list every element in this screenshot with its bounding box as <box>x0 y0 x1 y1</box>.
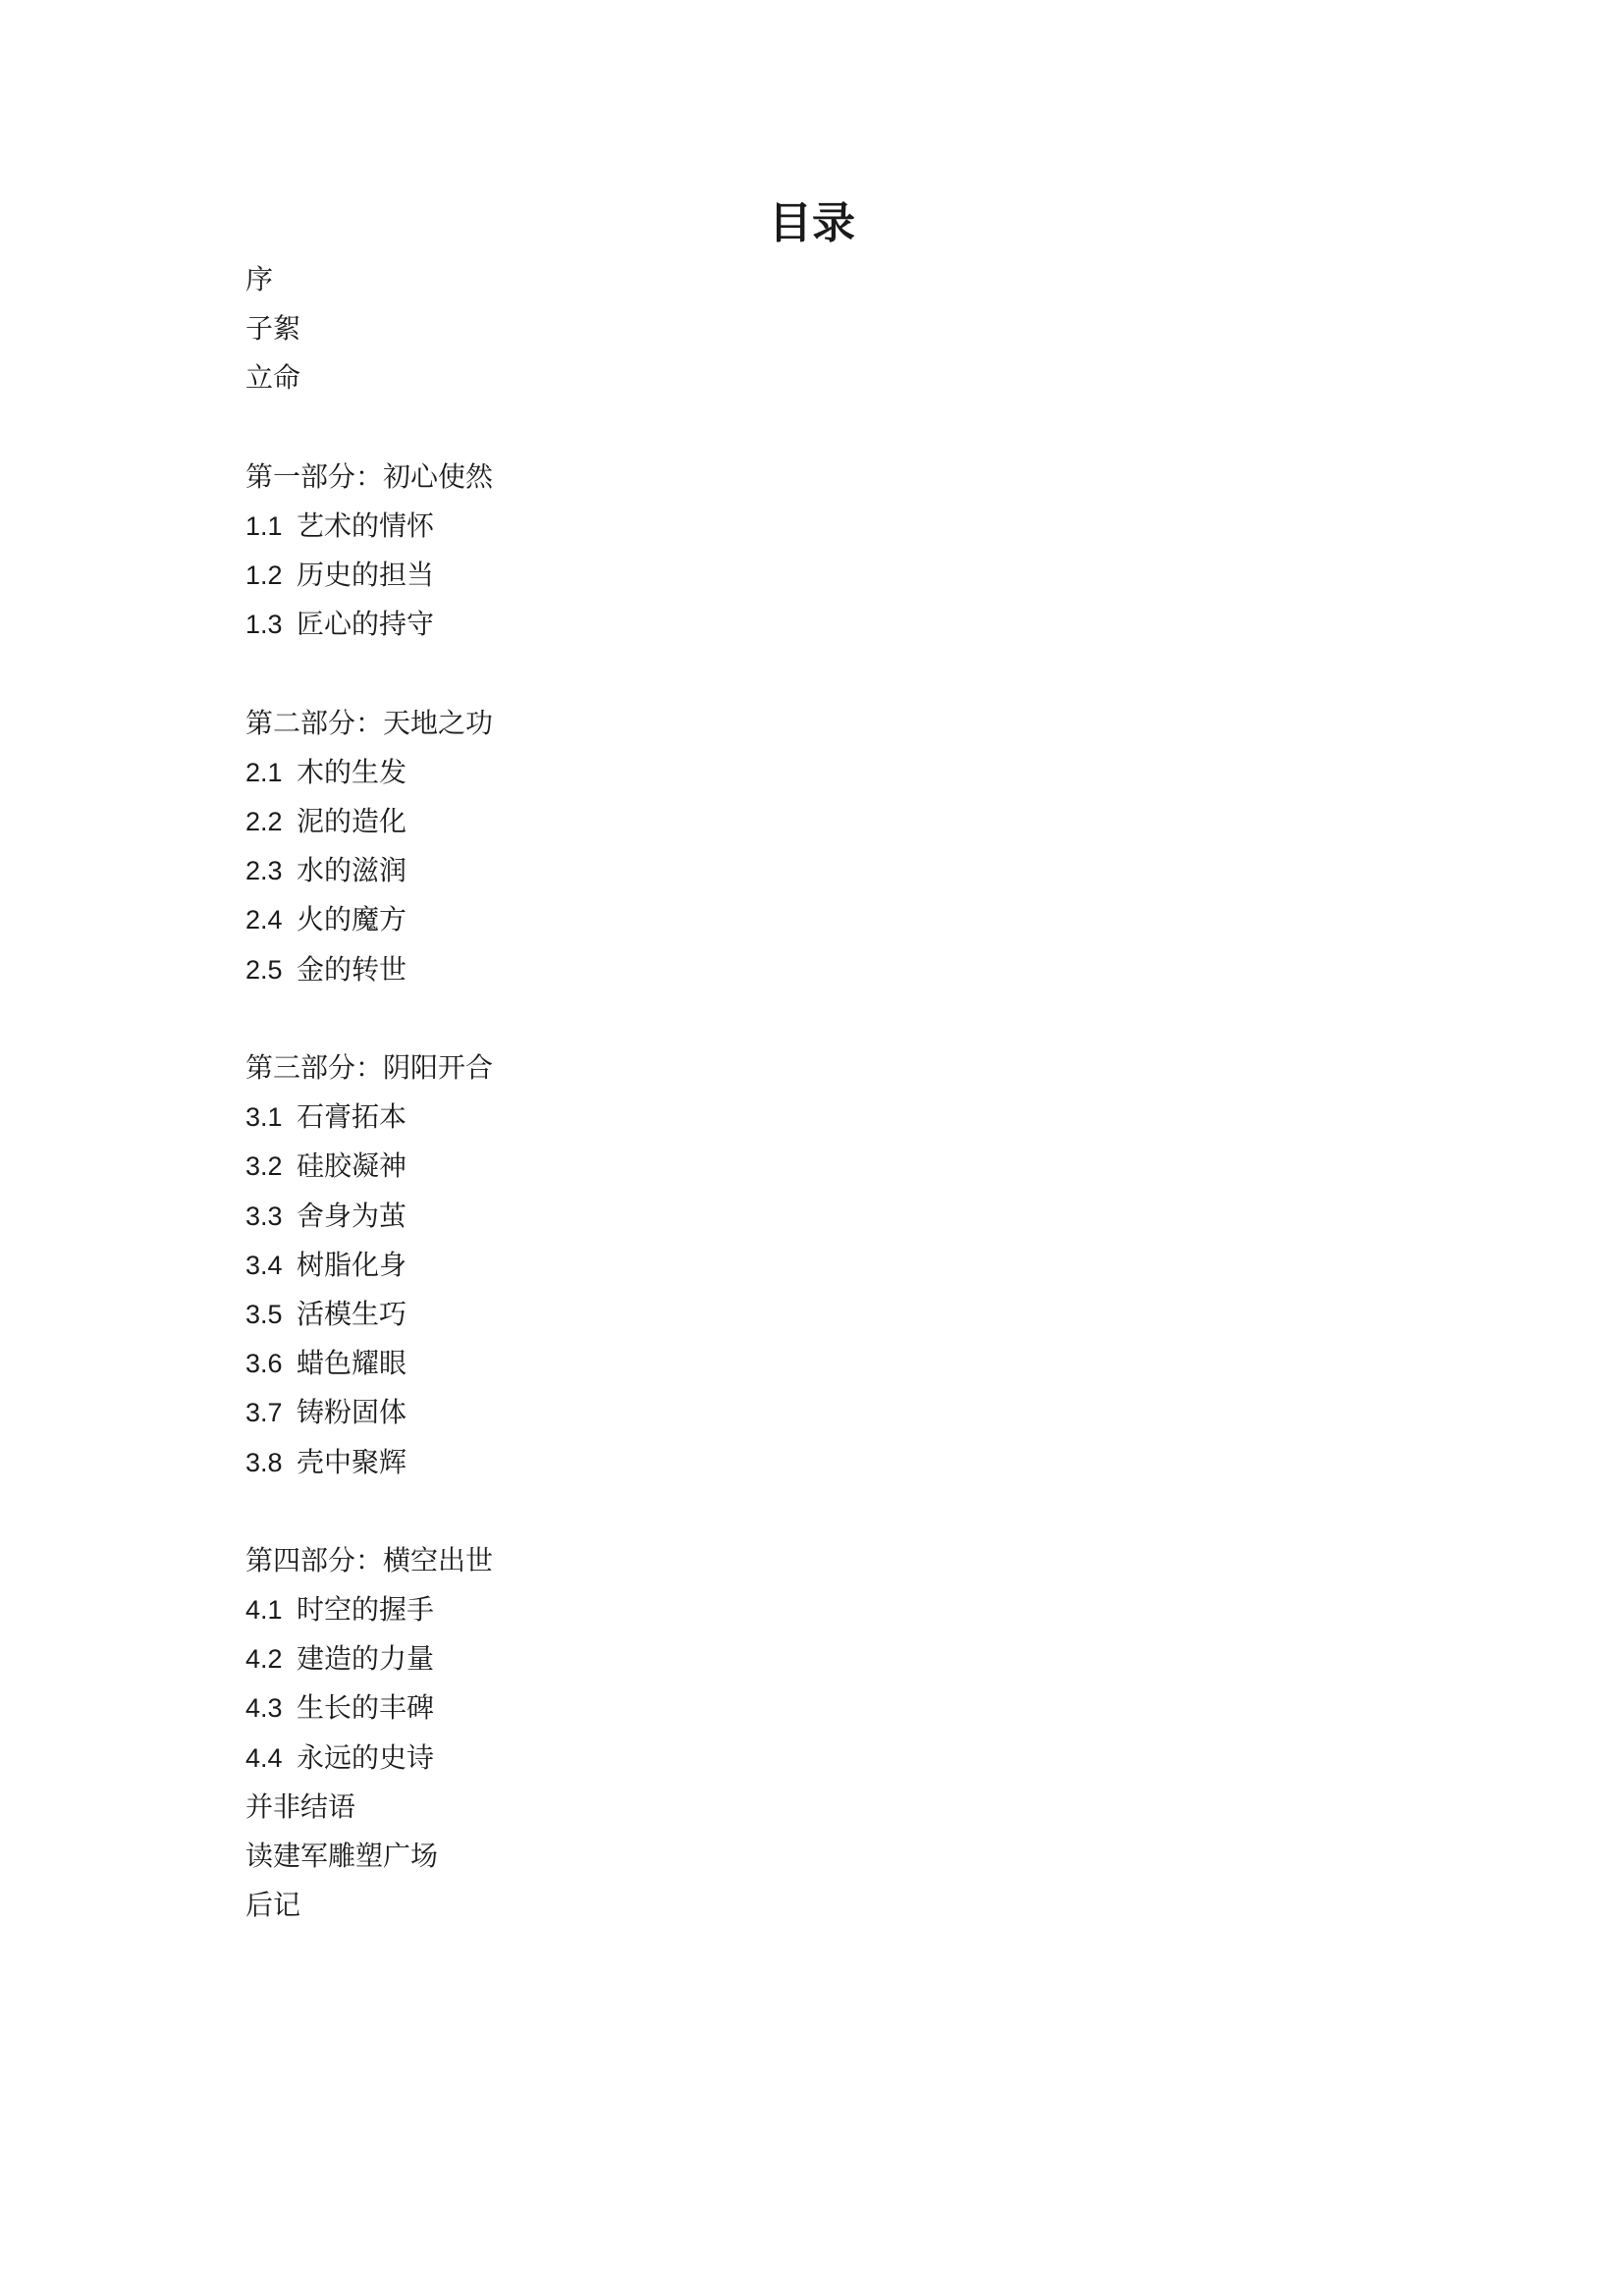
section-title: 树脂化身 <box>297 1248 407 1281</box>
toc-spacer <box>245 650 493 699</box>
section-title: 历史的担当 <box>297 559 435 592</box>
toc-section-4-3[interactable] <box>245 1683 493 1733</box>
section-number: 4.1 <box>245 1595 283 1626</box>
toc-section-2-5[interactable] <box>245 945 493 994</box>
section-title: 木的生发 <box>297 755 407 788</box>
toc-section-3-7[interactable] <box>245 1388 493 1437</box>
toc-entry-liming[interactable]: 立命 <box>245 361 301 395</box>
section-number: 4.3 <box>245 1693 283 1724</box>
section-number: 3.6 <box>245 1349 283 1379</box>
section-title: 匠心的持守 <box>297 608 435 641</box>
toc-section-2-4[interactable] <box>245 895 493 944</box>
section-title: 石膏拓本 <box>297 1100 407 1134</box>
section-title: 铸粉固体 <box>297 1396 407 1429</box>
toc-section-3-5[interactable] <box>245 1290 493 1339</box>
section-title: 建造的力量 <box>297 1642 435 1676</box>
section-number: 2.3 <box>245 856 283 886</box>
section-number: 1.3 <box>245 610 283 640</box>
section-number: 1.2 <box>245 561 283 591</box>
section-number: 3.5 <box>245 1299 283 1329</box>
toc-part-heading-1[interactable]: 第一部分：初心使然 <box>245 459 494 493</box>
section-title: 时空的握手 <box>297 1593 435 1627</box>
toc-section-3-1[interactable] <box>245 1093 493 1142</box>
section-title: 泥的造化 <box>297 805 407 838</box>
section-title: 活模生巧 <box>297 1297 407 1330</box>
section-number: 3.4 <box>245 1250 283 1280</box>
toc-spacer <box>245 994 493 1043</box>
toc-title: 目录 <box>769 198 855 248</box>
toc-spacer <box>245 1487 493 1536</box>
section-number: 2.2 <box>245 807 283 837</box>
toc-section-1-3[interactable] <box>245 600 493 649</box>
section-title: 舍身为茧 <box>297 1199 407 1232</box>
section-number: 3.1 <box>245 1102 283 1133</box>
toc-entry-prologue[interactable]: 子絮 <box>245 312 301 346</box>
section-title: 艺术的情怀 <box>297 508 435 542</box>
toc-entry-afterword[interactable]: 后记 <box>245 1889 301 1922</box>
section-title: 硅胶凝神 <box>297 1149 407 1183</box>
toc-section-4-2[interactable] <box>245 1634 493 1683</box>
section-number: 4.4 <box>245 1742 283 1773</box>
section-number: 3.7 <box>245 1398 283 1428</box>
toc-section-2-2[interactable] <box>245 797 493 846</box>
toc-section-3-2[interactable] <box>245 1142 493 1191</box>
toc-entry-sculpture-plaza[interactable]: 读建军雕塑广场 <box>245 1840 439 1872</box>
section-title: 火的魔方 <box>297 903 407 936</box>
section-title: 永远的史诗 <box>297 1740 435 1774</box>
toc-section-4-4[interactable] <box>245 1734 493 1783</box>
toc-section-4-1[interactable] <box>245 1585 493 1634</box>
toc-list <box>245 255 493 1930</box>
toc-section-1-1[interactable] <box>245 502 493 551</box>
toc-part-heading-3[interactable]: 第三部分：阴阳开合 <box>245 1051 494 1084</box>
toc-entry-not-conclusion[interactable]: 并非结语 <box>245 1789 356 1823</box>
section-number: 3.3 <box>245 1201 283 1231</box>
section-number: 2.5 <box>245 954 283 985</box>
toc-section-3-6[interactable] <box>245 1339 493 1388</box>
toc-section-3-3[interactable] <box>245 1192 493 1241</box>
section-number: 1.1 <box>245 510 283 541</box>
section-number: 3.2 <box>245 1151 283 1182</box>
toc-section-2-1[interactable] <box>245 748 493 797</box>
toc-part-heading-2[interactable]: 第二部分：天地之功 <box>245 706 494 739</box>
toc-spacer <box>245 403 493 453</box>
toc-section-3-4[interactable] <box>245 1241 493 1290</box>
section-title: 蜡色耀眼 <box>297 1347 407 1380</box>
section-title: 生长的丰碑 <box>297 1691 435 1725</box>
toc-section-3-8[interactable] <box>245 1438 493 1487</box>
section-title: 金的转世 <box>297 952 407 986</box>
toc-entry-preface[interactable]: 序 <box>245 263 274 295</box>
section-number: 3.8 <box>245 1447 283 1477</box>
section-number: 4.2 <box>245 1644 283 1675</box>
section-number: 2.1 <box>245 757 283 787</box>
toc-part-heading-4[interactable]: 第四部分：横空出世 <box>245 1543 494 1576</box>
toc-section-2-3[interactable] <box>245 846 493 895</box>
section-title: 水的滋润 <box>297 854 407 887</box>
section-title: 壳中聚辉 <box>297 1445 407 1478</box>
toc-section-1-2[interactable] <box>245 551 493 600</box>
section-number: 2.4 <box>245 905 283 935</box>
